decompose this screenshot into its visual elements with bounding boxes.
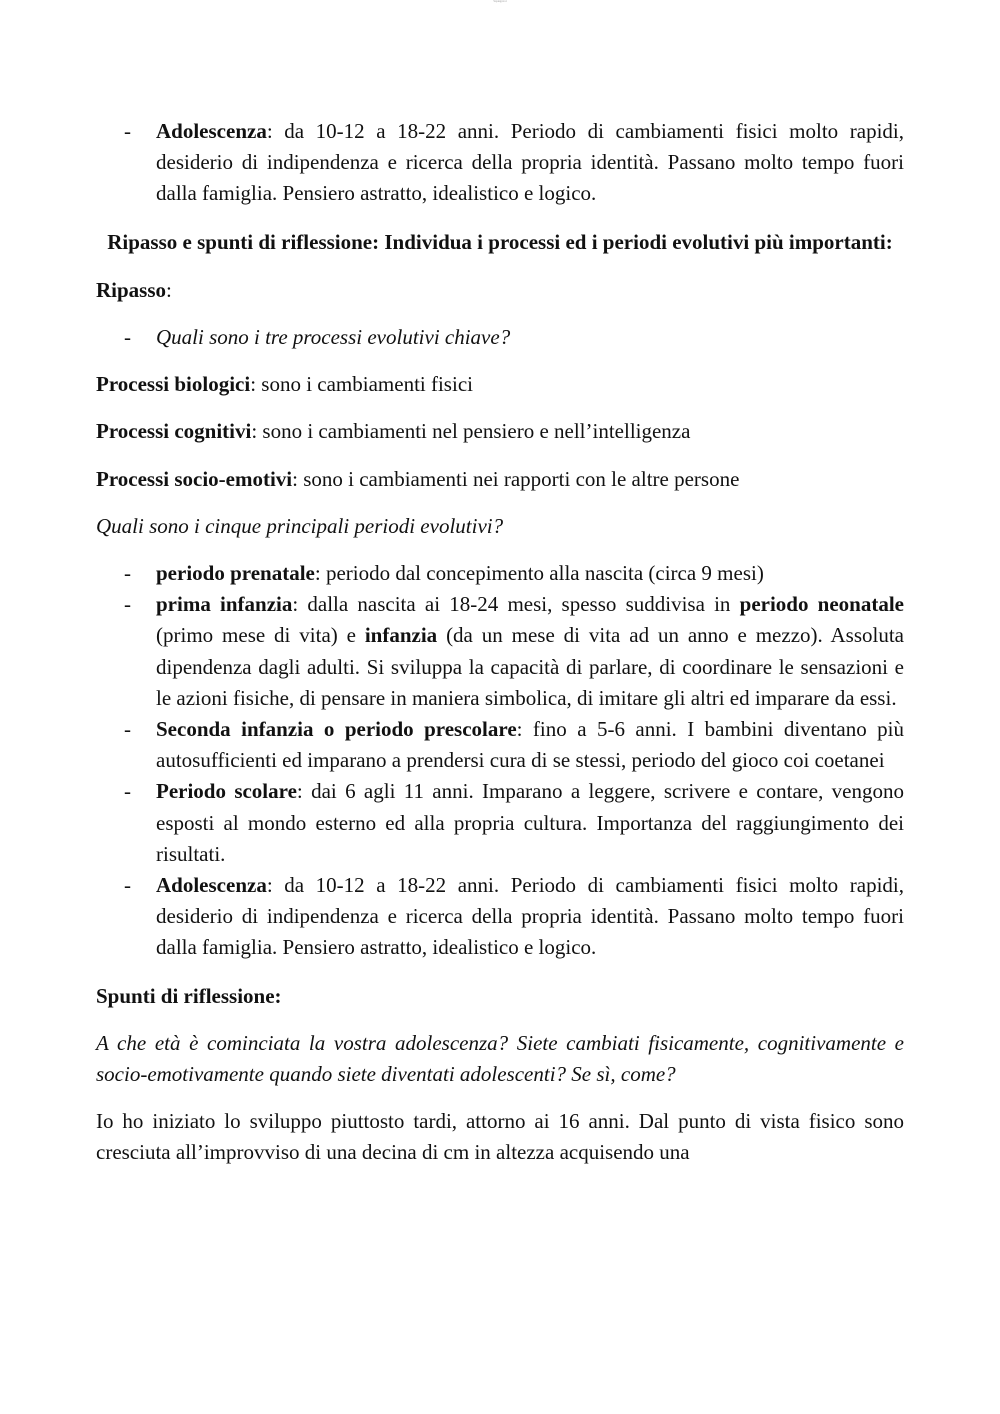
ripasso-label: Ripasso: <box>96 277 172 302</box>
list-item-prima-infanzia: - prima infanzia: dalla nascita ai 18-24 mesi, spesso suddivisa in periodo neonatale (primo mese di vita) e infanzia (da un mese di vita ad un anno e mezzo). Assoluta dipendenza dagli adulti. Si sviluppa la capacità di parlare, di coordinare le sensazioni e le azioni fisiche, di pensare in maniera simbolica, di imitare gli altri ed imparare da essi. <box>96 589 904 714</box>
list-dash: - <box>124 325 131 350</box>
list-item-adolescenza-top <box>96 116 904 210</box>
ripasso-question-text: Quali sono i tre processi evolutivi chiave? <box>156 325 511 350</box>
process-socio-emotivi: Processi socio-emotivi: sono i cambiamenti nei rapporti con le altre persone <box>96 466 740 491</box>
item-text: : da 10-12 a 18-22 anni. Periodo di cambiamenti fisici molto rapidi, desiderio di indipendenza e ricerca della propria identità. Passano molto tempo fuori dalla famiglia. Pensiero astratto, idealistico e logico. <box>156 119 904 206</box>
reflection-heading: Spunti di riflessione: <box>96 983 282 1008</box>
section-heading: Ripasso e spunti di riflessione: Individua i processi ed i periodi evolutivi più importanti: <box>107 229 893 254</box>
list-item-prenatale: - periodo prenatale: periodo dal concepimento alla nascita (circa 9 mesi) <box>96 558 904 589</box>
list-dash: - <box>124 592 131 617</box>
periods-list <box>96 558 904 964</box>
list-dash: - <box>124 779 131 804</box>
ripasso-list <box>96 322 904 353</box>
list-item-adolescenza: - Adolescenza: da 10-12 a 18-22 anni. Periodo di cambiamenti fisici molto rapidi, desiderio di indipendenza e ricerca della propria identità. Passano molto tempo fuori dalla famiglia. Pensiero astratto, idealistico e logico. <box>96 870 904 964</box>
page-header-mark: Sspiegavoi <box>493 0 507 3</box>
process-biologici: Processi biologici: sono i cambiamenti fisici <box>96 372 473 397</box>
periods-question: Quali sono i cinque principali periodi evolutivi? <box>96 513 504 538</box>
reflection-question: A che età è cominciata la vostra adolescenza? Siete cambiati fisicamente, cognitivamente e socio-emotivamente quando siete diventati adolescenti? Se sì, come? <box>96 1030 904 1087</box>
top-list <box>96 116 904 210</box>
list-dash: - <box>124 717 131 742</box>
document-page <box>96 116 904 1169</box>
list-dash: - <box>124 873 131 898</box>
process-cognitivi: Processi cognitivi: sono i cambiamenti nel pensiero e nell’intelligenza <box>96 419 691 444</box>
reflection-answer: Io ho iniziato lo sviluppo piuttosto tardi, attorno ai 16 anni. Dal punto di vista fisico sono cresciuta all’improvviso di una decina di cm in altezza acquisendo una <box>96 1109 904 1165</box>
term-adolescenza: Adolescenza <box>156 119 267 143</box>
list-dash: - <box>124 119 131 143</box>
list-item-periodo-scolare: - Periodo scolare: dai 6 agli 11 anni. Imparano a leggere, scrivere e contare, vengono esposti al mondo esterno ed alla propria cultura. Importanza del raggiungimento dei risultati. <box>96 776 904 870</box>
ripasso-question <box>96 322 904 353</box>
list-item-seconda-infanzia: - Seconda infanzia o periodo prescolare: fino a 5-6 anni. I bambini diventano più autosufficienti ed imparano a prendersi cura di se stessi, periodo del gioco coi coetanei <box>96 714 904 776</box>
list-dash: - <box>124 561 131 586</box>
